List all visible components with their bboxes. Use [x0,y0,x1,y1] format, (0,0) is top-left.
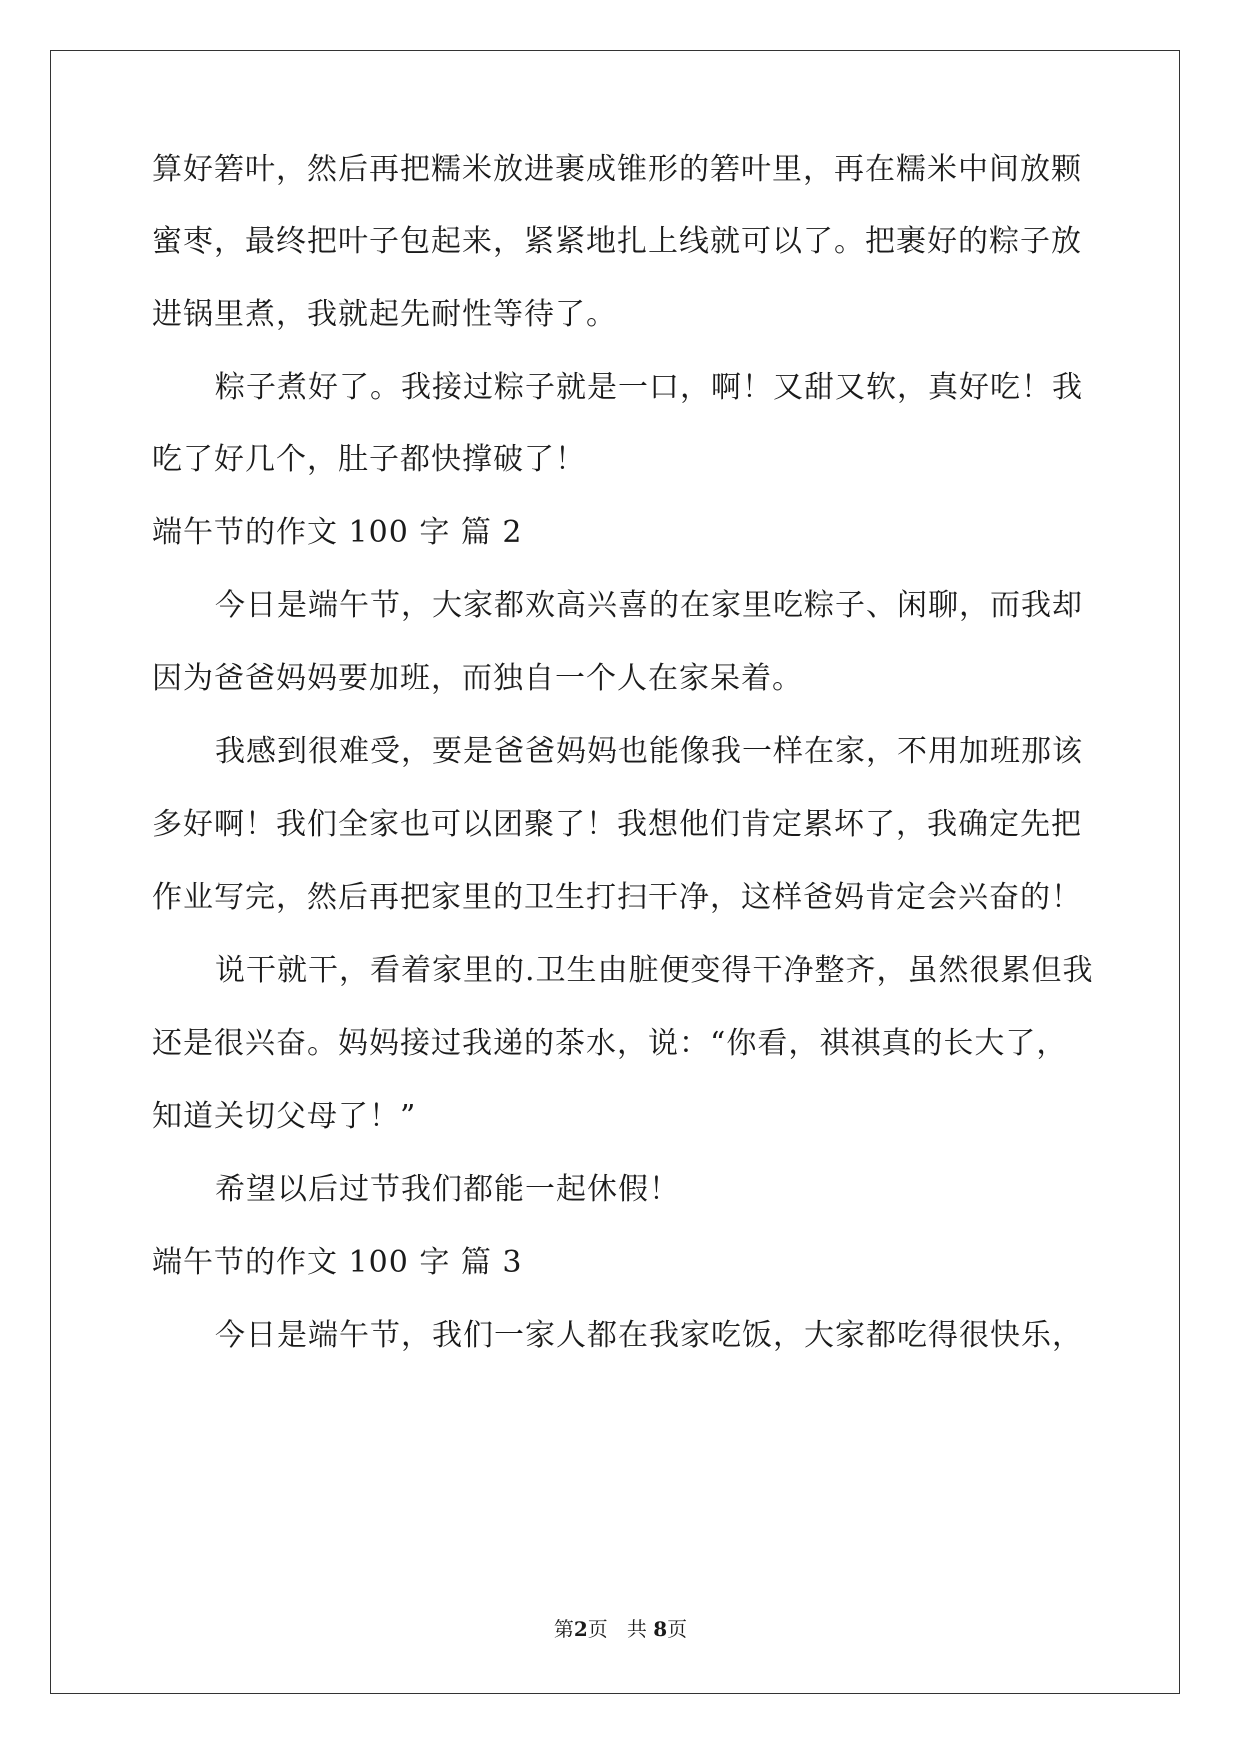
section-heading: 端午节的作文 100 字 篇 3 [152,1245,523,1280]
total-pages: 8 [653,1617,668,1641]
body-text-line: 算好箬叶，然后再把糯米放进裹成锥形的箬叶里，再在糯米中间放颗 [152,152,1082,187]
paragraph-first-line: 我感到很难受，要是爸爸妈妈也能像我一样在家，不用加班那该 [215,734,1083,769]
page-label-prefix: 第 [553,1617,574,1641]
body-text-line: 多好啊！我们全家也可以团聚了！我想他们肯定累坏了，我确定先把 [152,807,1082,842]
paragraph-first-line: 粽子煮好了。我接过粽子就是一口，啊！又甜又软，真好吃！我 [215,370,1083,405]
section-heading: 端午节的作文 100 字 篇 2 [152,515,523,550]
body-text-line: 还是很兴奋。妈妈接过我递的茶水，说：“你看，祺祺真的长大了， [152,1026,1068,1061]
body-text-line: 吃了好几个，肚子都快撑破了！ [152,442,586,477]
paragraph-first-line: 希望以后过节我们都能一起休假！ [215,1172,680,1207]
paragraph-first-line: 今日是端午节，大家都欢高兴喜的在家里吃粽子、闲聊，而我却 [215,588,1083,623]
page-label-suffix: 页 [587,1617,608,1641]
body-text-line: 知道关切父母了！” [152,1099,417,1134]
total-label-prefix: 共 [626,1617,647,1641]
page-number: 2 [573,1617,588,1641]
total-label-suffix: 页 [667,1617,688,1641]
paragraph-first-line: 说干就干，看着家里的.卫生由脏便变得干净整齐，虽然很累但我 [215,953,1094,988]
body-text-line: 进锅里煮，我就起先耐性等待了。 [152,297,617,332]
page-footer [0,1617,1241,1641]
body-text-line: 因为爸爸妈妈要加班，而独自一个人在家呆着。 [152,661,803,696]
body-text-line: 蜜枣，最终把叶子包起来，紧紧地扎上线就可以了。把裹好的粽子放 [152,224,1082,259]
paragraph-first-line: 今日是端午节，我们一家人都在我家吃饭，大家都吃得很快乐， [215,1318,1083,1353]
body-text-line: 作业写完，然后再把家里的卫生打扫干净，这样爸妈肯定会兴奋的！ [152,880,1082,915]
